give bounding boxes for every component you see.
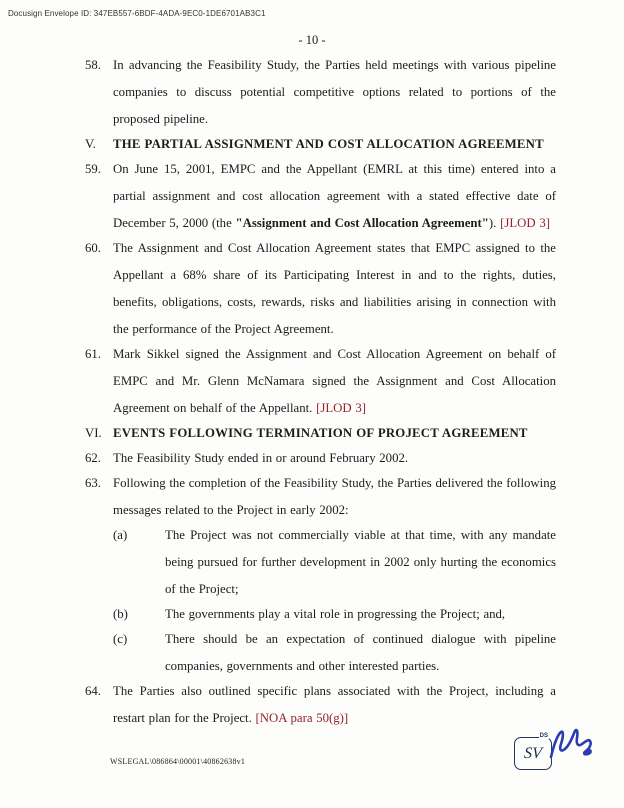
footer-document-id: WSLEGAL\086864\00001\40862638v1 bbox=[110, 757, 246, 766]
defined-term: "Assignment and Cost Allocation Agreement" bbox=[235, 216, 489, 230]
paragraph-number: 58. bbox=[85, 58, 101, 72]
sub-item-c bbox=[113, 626, 556, 680]
paragraph-text: The Assignment and Cost Allocation Agreement states that EMPC assigned to the Appellant a 68% share of its Participating Interest in and to the rights, duties, benefits, obligations, costs, rewards, risks and liabilities arising in connection with the performance of the Project Agreement. bbox=[113, 241, 556, 336]
paragraph-text-lead: Mark Sikkel signed the Assignment and Cost Allocation Agreement on behalf of EMPC and Mr. Glenn McNamara signed the Assignment and Cost Allocation Agreement on behalf of the Appellant. bbox=[113, 347, 556, 415]
sub-item-text: The governments play a vital role in progressing the Project; and, bbox=[165, 607, 506, 621]
paragraph-text-lead: The Parties also outlined specific plans associated with the Project, including a restart plan for the Project. bbox=[113, 684, 556, 725]
paragraph-number: 63. bbox=[85, 476, 101, 490]
docusign-envelope-id: Docusign Envelope ID: 347EB557-6BDF-4ADA-9EC0-1DE6701AB3C1 bbox=[8, 9, 266, 18]
paragraph-62 bbox=[85, 445, 556, 472]
paragraph-text: The Feasibility Study ended in or around February 2002. bbox=[113, 451, 409, 465]
paragraph-64 bbox=[85, 678, 556, 732]
docusign-initials-stamp bbox=[514, 733, 552, 770]
paragraph-60 bbox=[85, 235, 556, 343]
paragraph-number: 64. bbox=[85, 684, 101, 698]
paragraph-number: 59. bbox=[85, 162, 101, 176]
section-title: THE PARTIAL ASSIGNMENT AND COST ALLOCATION AGREEMENT bbox=[113, 137, 544, 151]
sub-item-text: The Project was not commercially viable at that time, with any mandate being pursued for further development in 2002 only hurting the economics of the Project; bbox=[165, 528, 556, 596]
section-title: EVENTS FOLLOWING TERMINATION OF PROJECT AGREEMENT bbox=[113, 426, 528, 440]
section-number: VI. bbox=[85, 426, 102, 440]
section-heading-vi bbox=[85, 420, 556, 447]
docusign-logo-label: DS bbox=[539, 733, 548, 739]
paragraph-text: In advancing the Feasibility Study, the Parties held meetings with various pipeline companies to discuss potential competitive options related to portions of the proposed pipeline. bbox=[113, 58, 556, 126]
page-number: - 10 - bbox=[298, 33, 326, 47]
sub-item-letter: (b) bbox=[113, 607, 128, 621]
stamp-initials-text: SV bbox=[523, 744, 543, 762]
paragraph-text: Following the completion of the Feasibility Study, the Parties delivered the following messages related to the Project in early 2002: bbox=[113, 476, 556, 517]
paragraph-58 bbox=[85, 52, 556, 133]
citation: [NOA para 50(g)] bbox=[255, 711, 349, 725]
paragraph-text-lead: On June 15, 2001, EMPC and the Appellant (EMRL at this time) entered into a partial assignment and cost allocation agreement with a stated effective date of December 5, 2000 (the bbox=[113, 162, 556, 230]
paragraph-63 bbox=[85, 470, 556, 524]
citation: [JLOD 3] bbox=[500, 216, 550, 230]
paragraph-61 bbox=[85, 341, 556, 422]
paragraph-59 bbox=[85, 156, 556, 237]
paragraph-text-trail: ). bbox=[488, 216, 501, 230]
paragraph-text bbox=[113, 156, 556, 237]
paragraph-text bbox=[113, 678, 556, 732]
sub-item-a bbox=[113, 522, 556, 603]
paragraph-text bbox=[113, 341, 556, 422]
paragraph-number: 61. bbox=[85, 347, 101, 361]
citation: [JLOD 3] bbox=[316, 401, 366, 415]
sub-item-letter: (a) bbox=[113, 528, 128, 542]
sub-item-letter: (c) bbox=[113, 632, 128, 646]
section-heading-v bbox=[85, 131, 556, 158]
handwritten-initials-icon bbox=[548, 724, 596, 768]
document-body bbox=[85, 52, 556, 730]
sub-item-text: There should be an expectation of continued dialogue with pipeline companies, governments and other interested parties. bbox=[165, 632, 556, 673]
paragraph-number: 60. bbox=[85, 241, 101, 255]
sub-item-b bbox=[113, 601, 556, 628]
paragraph-number: 62. bbox=[85, 451, 101, 465]
section-number: V. bbox=[85, 137, 96, 151]
